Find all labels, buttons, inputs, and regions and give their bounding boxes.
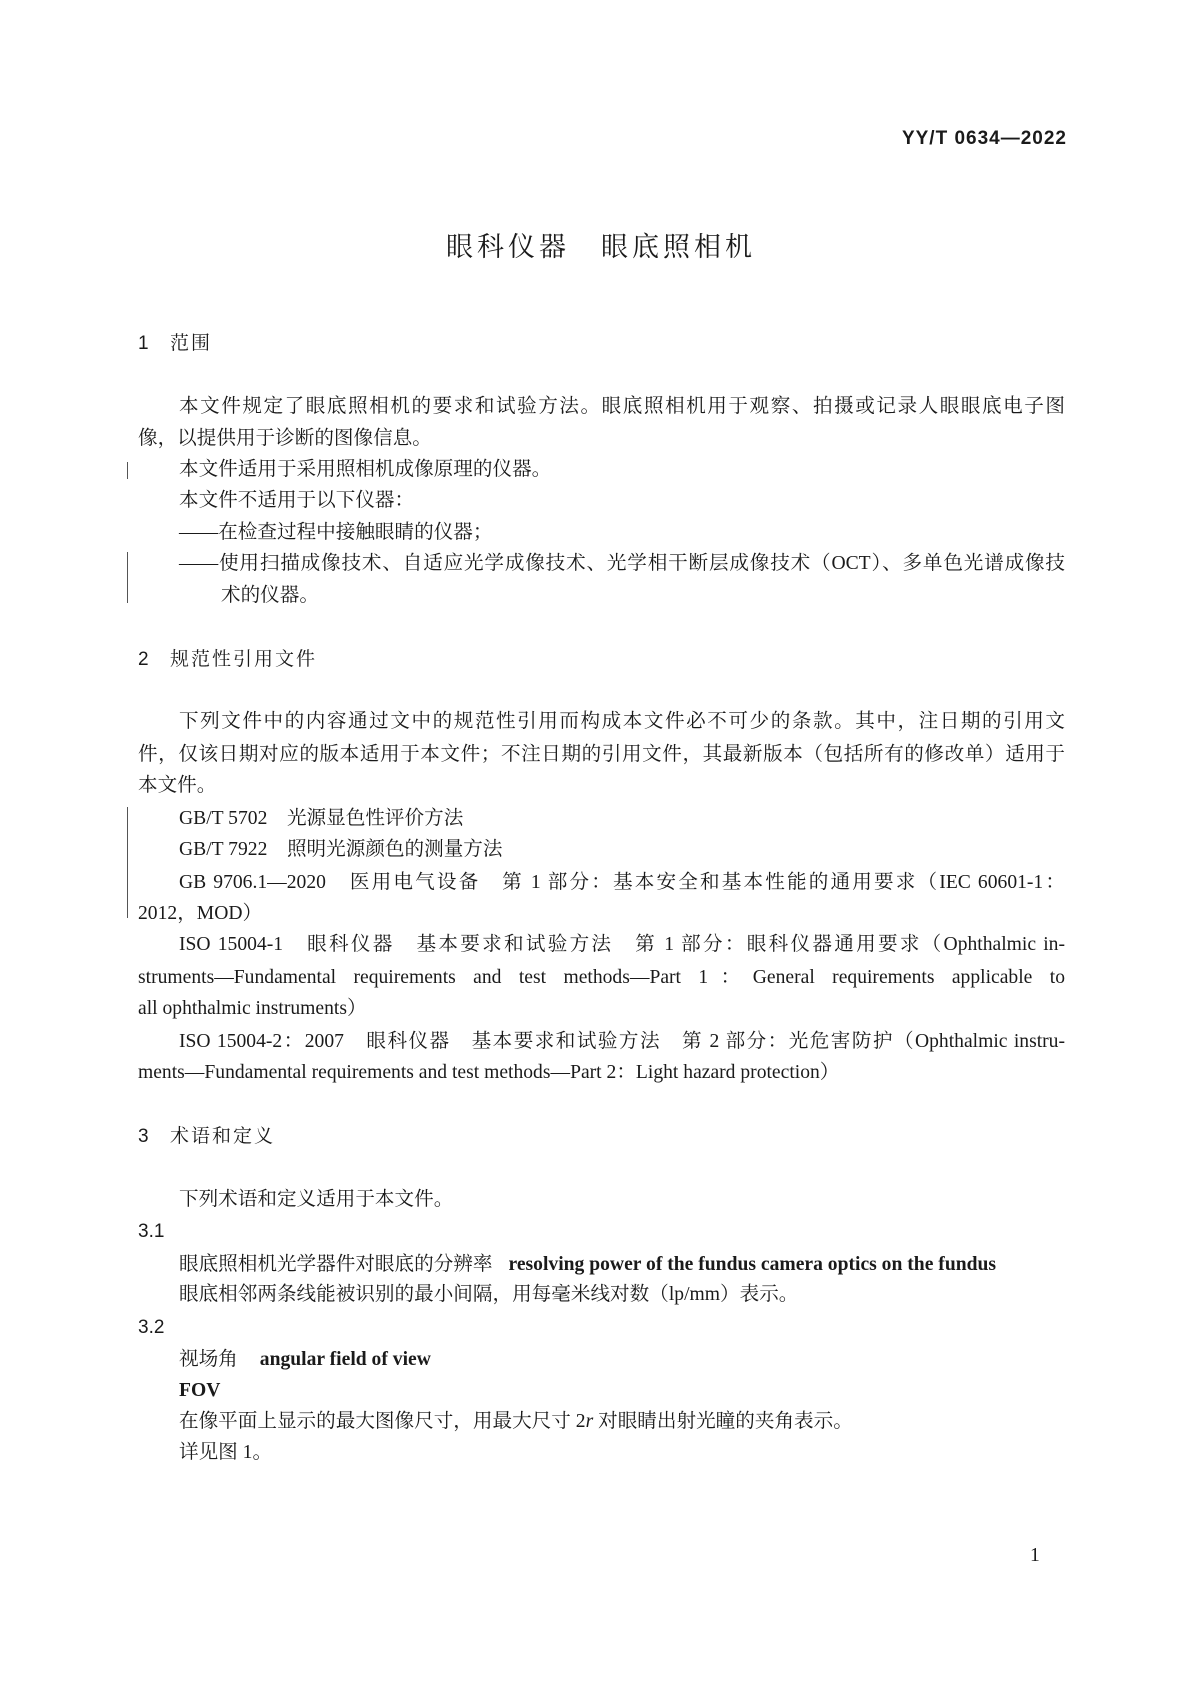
term-english: angular field of view [259, 1349, 431, 1370]
term-english: resolving power of the fundus camera optics on the fundus [508, 1254, 997, 1275]
term-entry [179, 1249, 996, 1279]
paragraph-line: 本文件。 [138, 775, 217, 796]
term-note: 详见图 1。 [179, 1442, 273, 1463]
term-entry [179, 1344, 431, 1374]
definition-text: 在像平面上显示的最大图像尺寸，用最大尺寸 2 [179, 1411, 586, 1432]
reference-entry: GB/T 7922 照明光源颜色的测量方法 [179, 839, 503, 860]
paragraph-line: 本文件规定了眼底照相机的要求和试验方法。眼底照相机用于观察、拍摄或记录人眼眼底电子图 [179, 396, 1065, 417]
term-chinese: 视场角 [179, 1348, 238, 1370]
term-definition [179, 1407, 853, 1437]
reference-entry-continuation: all ophthalmic instruments） [138, 998, 367, 1019]
clause-number: 3.2 [138, 1317, 165, 1338]
section-number: 2 [138, 649, 149, 670]
clause-number: 3.1 [138, 1221, 165, 1242]
paragraph-line: 下列文件中的内容通过文中的规范性引用而构成本文件必不可少的条款。其中，注日期的引用文 [179, 711, 1065, 732]
definition-text: 对眼睛出射光瞳的夹角表示。 [593, 1411, 853, 1432]
paragraph-line: 件，仅该日期对应的版本适用于本文件；不注日期的引用文件，其最新版本（包括所有的修改单）适用于 [138, 744, 1065, 765]
term-chinese: 眼底照相机光学器件对眼底的分辨率 [179, 1253, 493, 1275]
section-number: 3 [138, 1126, 149, 1147]
list-item-continuation: 术的仪器。 [221, 585, 319, 606]
term-definition: 眼底相邻两条线能被识别的最小间隔，用每毫米线对数（lp/mm）表示。 [179, 1284, 799, 1305]
reference-entry-continuation: 2012，MOD） [138, 903, 263, 924]
paragraph-line: 像，以提供用于诊断的图像信息。 [138, 428, 432, 449]
change-bar [127, 552, 128, 603]
page-number: 1 [1030, 1545, 1040, 1566]
reference-entry: ISO 15004-2：2007 眼科仪器 基本要求和试验方法 第 2 部分：光危害防护（Ophthalmic instru- [179, 1031, 1065, 1052]
definition-variable: r [585, 1411, 594, 1432]
paragraph-line: 本文件适用于采用照相机成像原理的仪器。 [179, 459, 552, 480]
reference-entry: ISO 15004-1 眼科仪器 基本要求和试验方法 第 1 部分：眼科仪器通用要求（Ophthalmic in- [179, 934, 1065, 955]
document-title: 眼科仪器 眼底照相机 [446, 232, 756, 262]
paragraph-line: 本文件不适用于以下仪器： [179, 490, 415, 511]
term-abbreviation: FOV [179, 1380, 221, 1401]
section-number: 1 [138, 333, 149, 354]
section-heading-terms: 术语和定义 [170, 1126, 276, 1147]
reference-entry-continuation: struments—Fundamental requirements and test methods—Part 1：General requirements applicable to [138, 967, 1065, 988]
list-item: ——使用扫描成像技术、自适应光学成像技术、光学相干断层成像技术（OCT）、多单色光谱成像技 [179, 553, 1065, 574]
reference-entry: GB 9706.1—2020 医用电气设备 第 1 部分：基本安全和基本性能的通用要求（IEC 60601-1： [179, 872, 1065, 893]
list-item: ——在检查过程中接触眼睛的仪器； [179, 522, 493, 543]
paragraph-line: 下列术语和定义适用于本文件。 [179, 1189, 454, 1210]
section-heading-normative-references: 规范性引用文件 [170, 649, 318, 670]
section-heading-scope: 范围 [170, 333, 213, 354]
standard-number: YY/T 0634—2022 [901, 128, 1067, 149]
change-bar [127, 807, 128, 918]
reference-entry-continuation: ments—Fundamental requirements and test methods—Part 2：Light hazard protection） [138, 1062, 840, 1083]
change-bar [127, 462, 128, 479]
reference-entry: GB/T 5702 光源显色性评价方法 [179, 808, 464, 829]
